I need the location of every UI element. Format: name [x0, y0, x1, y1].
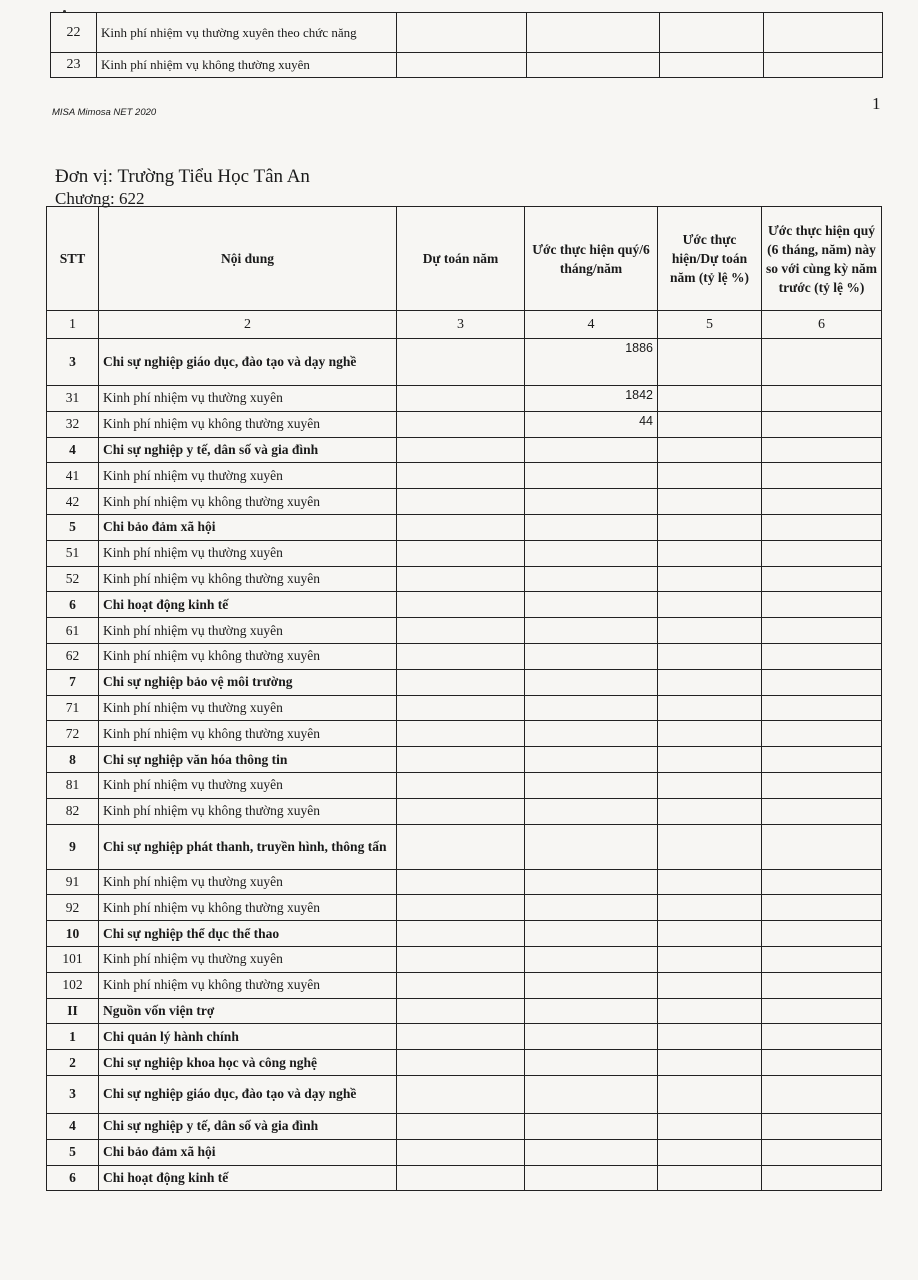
row-stt: 22 — [51, 13, 97, 53]
table-row — [47, 566, 882, 592]
ratio-cell — [658, 339, 762, 386]
ratio-cell — [658, 1165, 762, 1191]
budget-cell — [397, 437, 525, 463]
yoy-cell — [762, 1113, 882, 1139]
yoy-cell — [762, 1075, 882, 1113]
yoy-cell — [762, 386, 882, 412]
row-content: Kinh phí nhiệm vụ không thường xuyên — [97, 53, 397, 78]
software-footer: MISA Mimosa NET 2020 — [52, 107, 157, 118]
budget-cell — [397, 895, 525, 921]
row-stt: 2 — [47, 1050, 99, 1076]
ratio-cell — [658, 1139, 762, 1165]
budget-table — [46, 206, 882, 1191]
ratio-cell — [658, 695, 762, 721]
ratio-cell — [658, 566, 762, 592]
yoy-cell — [762, 1165, 882, 1191]
col-header-yoy: Ước thực hiện quý (6 tháng, năm) này so với cùng kỳ năm trước (tỷ lệ %) — [762, 207, 882, 311]
estimate-cell — [525, 824, 658, 869]
row-stt: 8 — [47, 747, 99, 773]
budget-cell — [397, 721, 525, 747]
col-number: 6 — [762, 311, 882, 339]
table-row — [47, 1050, 882, 1076]
row-stt: 6 — [47, 592, 99, 618]
yoy-cell — [762, 437, 882, 463]
row-stt: 32 — [47, 411, 99, 437]
ratio-cell — [658, 972, 762, 998]
row-stt: 23 — [51, 53, 97, 78]
ratio-cell — [658, 437, 762, 463]
yoy-cell — [762, 998, 882, 1024]
budget-cell — [397, 463, 525, 489]
row-content: Chi sự nghiệp y tế, dân số và gia đình — [99, 1113, 397, 1139]
budget-cell — [397, 1165, 525, 1191]
yoy-cell — [762, 695, 882, 721]
ratio-cell — [658, 592, 762, 618]
row-content: Kinh phí nhiệm vụ không thường xuyên — [99, 721, 397, 747]
budget-cell — [397, 824, 525, 869]
yoy-cell — [762, 798, 882, 824]
ratio-cell — [658, 869, 762, 895]
empty-cell — [527, 53, 660, 78]
ratio-cell — [658, 1050, 762, 1076]
ratio-cell — [658, 669, 762, 695]
budget-cell — [397, 592, 525, 618]
row-stt: 51 — [47, 540, 99, 566]
ratio-cell — [658, 463, 762, 489]
row-content: Chi hoạt động kinh tế — [99, 1165, 397, 1191]
empty-cell — [660, 13, 764, 53]
col-header-content: Nội dung — [99, 207, 397, 311]
estimate-cell — [525, 895, 658, 921]
ratio-cell — [658, 411, 762, 437]
table-row — [47, 618, 882, 644]
row-stt: 82 — [47, 798, 99, 824]
yoy-cell — [762, 463, 882, 489]
yoy-cell — [762, 669, 882, 695]
table-row — [51, 13, 883, 53]
estimate-cell — [525, 566, 658, 592]
row-stt: 61 — [47, 618, 99, 644]
budget-cell — [397, 411, 525, 437]
yoy-cell — [762, 339, 882, 386]
estimate-cell — [525, 747, 658, 773]
yoy-cell — [762, 1139, 882, 1165]
table-row — [47, 998, 882, 1024]
ratio-cell — [658, 921, 762, 947]
estimate-cell — [525, 1024, 658, 1050]
col-number: 1 — [47, 311, 99, 339]
row-content: Kinh phí nhiệm vụ thường xuyên — [99, 695, 397, 721]
row-stt: 62 — [47, 643, 99, 669]
ratio-cell — [658, 1113, 762, 1139]
row-content: Chi bảo đảm xã hội — [99, 1139, 397, 1165]
row-content: Kinh phí nhiệm vụ không thường xuyên — [99, 972, 397, 998]
row-stt: 91 — [47, 869, 99, 895]
row-content: Kinh phí nhiệm vụ không thường xuyên — [99, 895, 397, 921]
row-stt: 5 — [47, 514, 99, 540]
unit-name: Đơn vị: Trường Tiểu Học Tân An — [55, 166, 310, 187]
ratio-cell — [658, 895, 762, 921]
table-row — [47, 824, 882, 869]
ratio-cell — [658, 798, 762, 824]
budget-cell — [397, 669, 525, 695]
row-content: Nguồn vốn viện trợ — [99, 998, 397, 1024]
row-stt: 101 — [47, 946, 99, 972]
yoy-cell — [762, 618, 882, 644]
col-number: 5 — [658, 311, 762, 339]
estimate-cell — [525, 1050, 658, 1076]
row-content: Chi sự nghiệp thể dục thể thao — [99, 921, 397, 947]
estimate-cell — [525, 921, 658, 947]
budget-cell — [397, 772, 525, 798]
yoy-cell — [762, 643, 882, 669]
estimate-cell — [525, 643, 658, 669]
table-row — [47, 411, 882, 437]
ratio-cell — [658, 643, 762, 669]
yoy-cell — [762, 895, 882, 921]
row-stt: 52 — [47, 566, 99, 592]
estimate-cell: 44 — [525, 411, 658, 437]
col-header-estimate: Ước thực hiện quý/6 tháng/năm — [525, 207, 658, 311]
table-row — [47, 721, 882, 747]
ratio-cell — [658, 721, 762, 747]
ratio-cell — [658, 998, 762, 1024]
row-content: Chi sự nghiệp bảo vệ môi trường — [99, 669, 397, 695]
budget-cell — [397, 489, 525, 515]
empty-cell — [397, 53, 527, 78]
row-content: Kinh phí nhiệm vụ thường xuyên — [99, 772, 397, 798]
table-row — [47, 386, 882, 412]
ratio-cell — [658, 514, 762, 540]
table-row — [47, 339, 882, 386]
yoy-cell — [762, 824, 882, 869]
yoy-cell — [762, 489, 882, 515]
table-row — [47, 895, 882, 921]
col-header-ratio: Ước thực hiện/Dự toán năm (tỷ lệ %) — [658, 207, 762, 311]
ratio-cell — [658, 540, 762, 566]
row-stt: 71 — [47, 695, 99, 721]
estimate-cell: 1886 — [525, 339, 658, 386]
estimate-cell — [525, 437, 658, 463]
table-row — [47, 921, 882, 947]
row-stt: 81 — [47, 772, 99, 798]
estimate-cell — [525, 695, 658, 721]
table-row — [47, 669, 882, 695]
col-number: 2 — [99, 311, 397, 339]
table-row — [47, 946, 882, 972]
budget-cell — [397, 946, 525, 972]
col-number: 3 — [397, 311, 525, 339]
row-content: Kinh phí nhiệm vụ không thường xuyên — [99, 489, 397, 515]
row-content: Kinh phí nhiệm vụ thường xuyên theo chức năng — [97, 13, 397, 53]
row-stt: II — [47, 998, 99, 1024]
empty-cell — [764, 53, 883, 78]
empty-cell — [764, 13, 883, 53]
table-row — [47, 1024, 882, 1050]
row-stt: 9 — [47, 824, 99, 869]
empty-cell — [527, 13, 660, 53]
table-row — [47, 772, 882, 798]
row-content: Chi sự nghiệp khoa học và công nghệ — [99, 1050, 397, 1076]
ratio-cell — [658, 1024, 762, 1050]
row-content: Chi sự nghiệp y tế, dân số và gia đình — [99, 437, 397, 463]
budget-cell — [397, 339, 525, 386]
column-number-row — [47, 311, 882, 339]
estimate-cell — [525, 1165, 658, 1191]
empty-cell — [660, 53, 764, 78]
row-stt: 5 — [47, 1139, 99, 1165]
table-row — [47, 695, 882, 721]
budget-cell — [397, 540, 525, 566]
ratio-cell — [658, 824, 762, 869]
yoy-cell — [762, 747, 882, 773]
row-content: Kinh phí nhiệm vụ thường xuyên — [99, 618, 397, 644]
yoy-cell — [762, 946, 882, 972]
row-stt: 10 — [47, 921, 99, 947]
estimate-cell — [525, 1113, 658, 1139]
yoy-cell — [762, 921, 882, 947]
row-content: Chi sự nghiệp phát thanh, truyền hình, thông tấn — [99, 824, 397, 869]
row-content: Kinh phí nhiệm vụ thường xuyên — [99, 946, 397, 972]
yoy-cell — [762, 869, 882, 895]
row-content: Kinh phí nhiệm vụ thường xuyên — [99, 540, 397, 566]
empty-cell — [397, 13, 527, 53]
row-content: Chi bảo đảm xã hội — [99, 514, 397, 540]
col-header-stt: STT — [47, 207, 99, 311]
table-row — [47, 463, 882, 489]
yoy-cell — [762, 721, 882, 747]
row-stt: 41 — [47, 463, 99, 489]
estimate-cell — [525, 721, 658, 747]
yoy-cell — [762, 972, 882, 998]
budget-cell — [397, 747, 525, 773]
estimate-cell — [525, 669, 658, 695]
budget-cell — [397, 566, 525, 592]
row-content: Kinh phí nhiệm vụ thường xuyên — [99, 386, 397, 412]
estimate-cell — [525, 772, 658, 798]
ratio-cell — [658, 618, 762, 644]
page-number: 1 — [872, 94, 881, 113]
estimate-cell — [525, 1139, 658, 1165]
table-row — [47, 1139, 882, 1165]
row-stt: 92 — [47, 895, 99, 921]
previous-page-table — [50, 12, 883, 78]
table-row — [47, 592, 882, 618]
yoy-cell — [762, 566, 882, 592]
table-row — [47, 1165, 882, 1191]
estimate-cell — [525, 972, 658, 998]
yoy-cell — [762, 592, 882, 618]
ratio-cell — [658, 386, 762, 412]
estimate-cell — [525, 998, 658, 1024]
row-stt: 42 — [47, 489, 99, 515]
table-row — [47, 437, 882, 463]
budget-cell — [397, 1075, 525, 1113]
row-stt: 4 — [47, 437, 99, 463]
budget-cell — [397, 1050, 525, 1076]
table-row — [47, 1075, 882, 1113]
budget-cell — [397, 386, 525, 412]
ratio-cell — [658, 489, 762, 515]
yoy-cell — [762, 772, 882, 798]
estimate-cell — [525, 1075, 658, 1113]
estimate-cell: 1842 — [525, 386, 658, 412]
table-row — [47, 489, 882, 515]
row-content: Kinh phí nhiệm vụ không thường xuyên — [99, 411, 397, 437]
row-content: Chi sự nghiệp giáo dục, đào tạo và dạy nghề — [99, 1075, 397, 1113]
col-header-budget: Dự toán năm — [397, 207, 525, 311]
row-content: Chi sự nghiệp văn hóa thông tin — [99, 747, 397, 773]
row-content: Kinh phí nhiệm vụ không thường xuyên — [99, 566, 397, 592]
table-row — [51, 53, 883, 78]
row-content: Chi quản lý hành chính — [99, 1024, 397, 1050]
row-stt: 72 — [47, 721, 99, 747]
row-stt: 4 — [47, 1113, 99, 1139]
row-stt: 102 — [47, 972, 99, 998]
row-content: Kinh phí nhiệm vụ không thường xuyên — [99, 798, 397, 824]
row-content: Chi sự nghiệp giáo dục, đào tạo và dạy nghề — [99, 339, 397, 386]
budget-cell — [397, 921, 525, 947]
estimate-cell — [525, 869, 658, 895]
header-row — [47, 207, 882, 311]
ratio-cell — [658, 1075, 762, 1113]
estimate-cell — [525, 463, 658, 489]
yoy-cell — [762, 540, 882, 566]
row-stt: 31 — [47, 386, 99, 412]
budget-cell — [397, 643, 525, 669]
estimate-cell — [525, 489, 658, 515]
row-stt: 7 — [47, 669, 99, 695]
row-stt: 1 — [47, 1024, 99, 1050]
budget-cell — [397, 1113, 525, 1139]
row-content: Kinh phí nhiệm vụ thường xuyên — [99, 463, 397, 489]
table-row — [47, 972, 882, 998]
estimate-cell — [525, 540, 658, 566]
row-stt: 3 — [47, 1075, 99, 1113]
table-row — [47, 798, 882, 824]
budget-cell — [397, 798, 525, 824]
estimate-cell — [525, 514, 658, 540]
row-stt: 6 — [47, 1165, 99, 1191]
yoy-cell — [762, 1024, 882, 1050]
col-number: 4 — [525, 311, 658, 339]
row-content: Kinh phí nhiệm vụ thường xuyên — [99, 869, 397, 895]
table-row — [47, 747, 882, 773]
budget-cell — [397, 618, 525, 644]
ratio-cell — [658, 772, 762, 798]
budget-cell — [397, 972, 525, 998]
chapter-code: Chương: 622 — [55, 189, 145, 208]
budget-cell — [397, 514, 525, 540]
table-row — [47, 869, 882, 895]
estimate-cell — [525, 946, 658, 972]
row-content: Kinh phí nhiệm vụ không thường xuyên — [99, 643, 397, 669]
yoy-cell — [762, 411, 882, 437]
estimate-cell — [525, 798, 658, 824]
budget-cell — [397, 869, 525, 895]
row-stt: 3 — [47, 339, 99, 386]
estimate-cell — [525, 618, 658, 644]
budget-cell — [397, 1024, 525, 1050]
budget-cell — [397, 695, 525, 721]
row-content: Chi hoạt động kinh tế — [99, 592, 397, 618]
table-row — [47, 1113, 882, 1139]
estimate-cell — [525, 592, 658, 618]
table-row — [47, 643, 882, 669]
table-row — [47, 514, 882, 540]
yoy-cell — [762, 514, 882, 540]
ratio-cell — [658, 946, 762, 972]
yoy-cell — [762, 1050, 882, 1076]
budget-cell — [397, 998, 525, 1024]
budget-cell — [397, 1139, 525, 1165]
ratio-cell — [658, 747, 762, 773]
table-row — [47, 540, 882, 566]
